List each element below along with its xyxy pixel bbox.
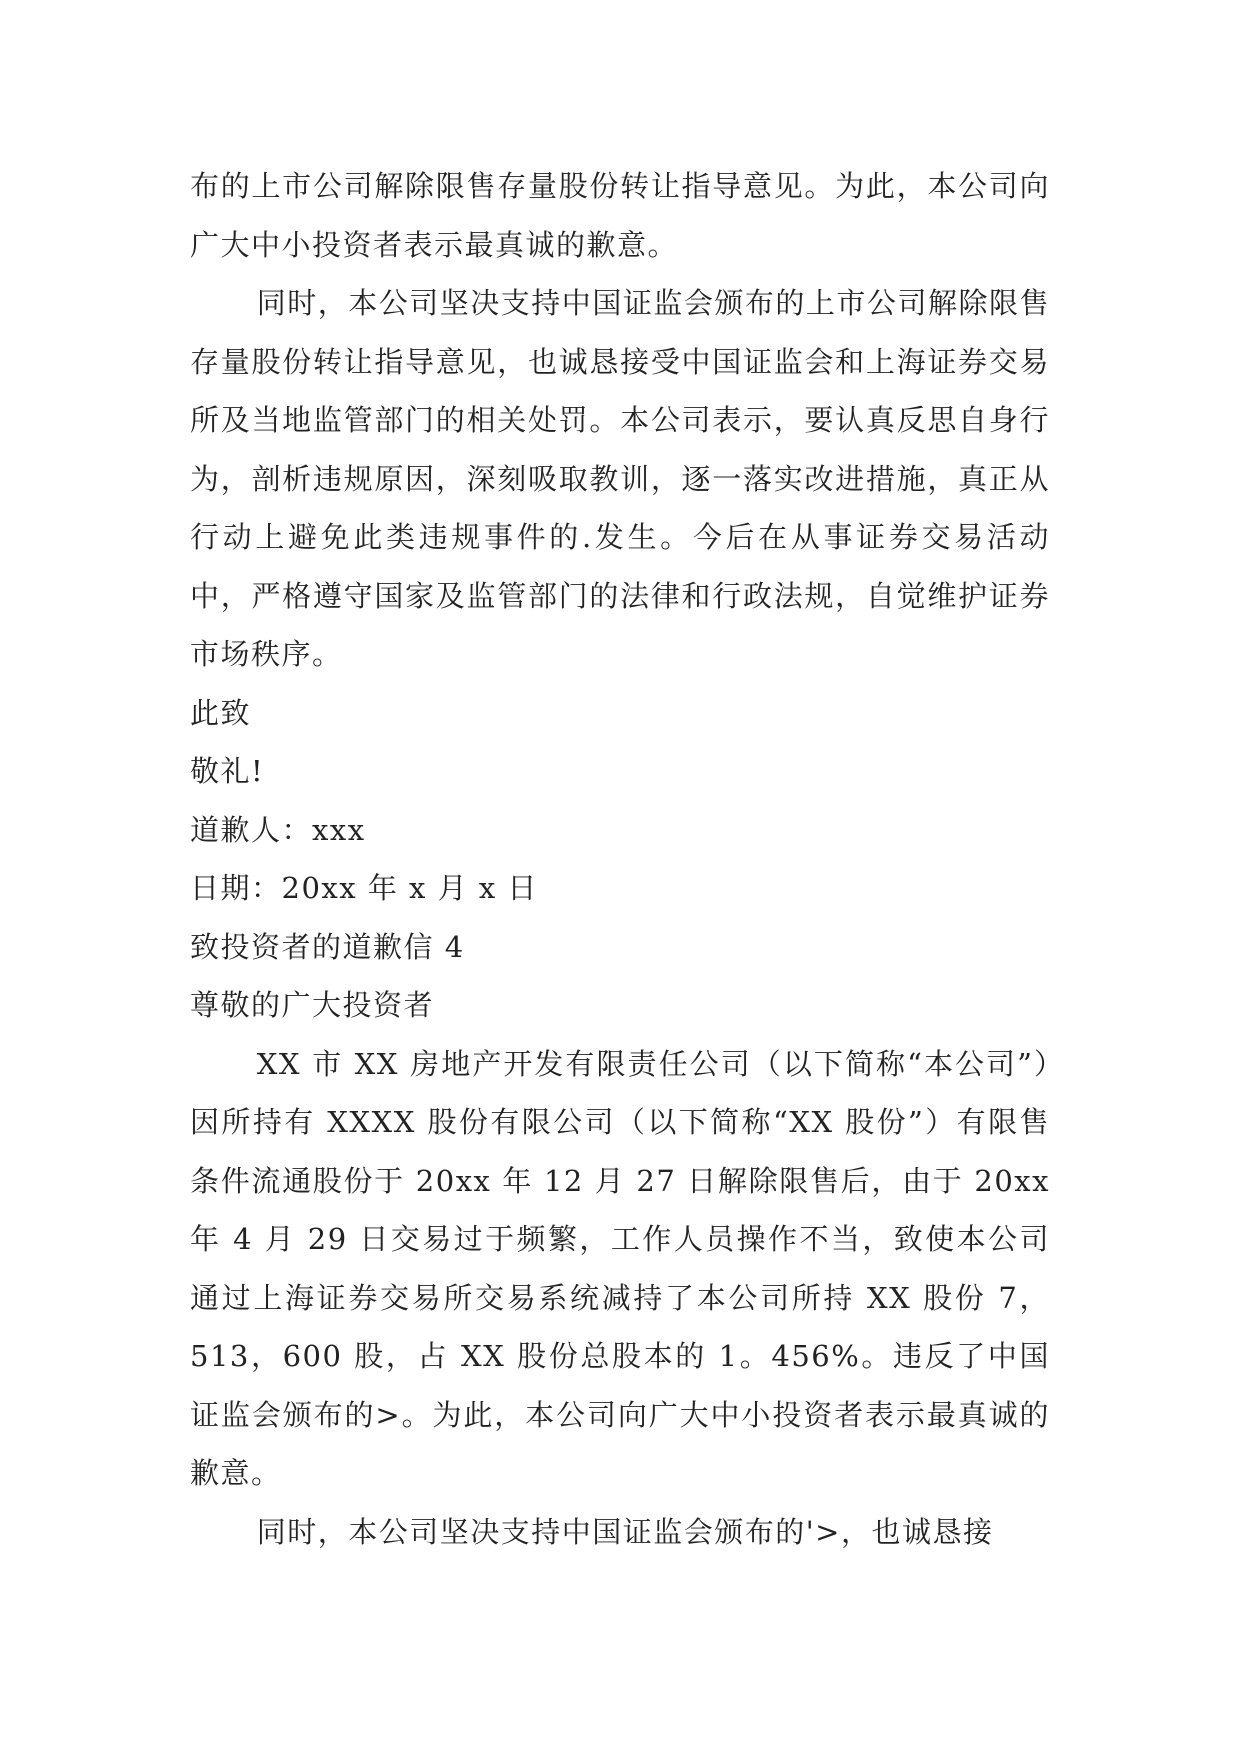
closing-salutation: 此致 (190, 695, 252, 730)
body-paragraph: 布的上市公司解除限售存量股份转让指导意见。为此，本公司向广大中小投资者表示最真诚的歉意。 (190, 169, 1050, 262)
document-body (190, 157, 1050, 1561)
closing-regards: 敬礼! (190, 754, 265, 788)
body-paragraph: 同时，本公司坚决支持中国证监会颁布的上市公司解除限售存量股份转让指导意见，也诚恳接受中国证监会和上海证券交易所及当地监管部门的相关处罚。本公司表示，要认真反思自身行为，剖析违规原因，深刻吸取教训，逐一落实改进措施，真正从行动上避免此类违规事件的.发生。今后在从事证券交易活动中，严格遵守国家及监管部门的法律和行政法规，自觉维护证券市场秩序。 (190, 286, 1050, 671)
body-paragraph: 同时，本公司坚决支持中国证监会颁布的'>，也诚恳接 (256, 1514, 994, 1549)
section-title: 致投资者的道歉信 4 (190, 929, 465, 964)
signature-line: 道歉人：xxx (190, 812, 366, 847)
greeting: 尊敬的广大投资者 (190, 988, 435, 1022)
body-paragraph: XX 市 XX 房地产开发有限责任公司（以下简称“本公司”）因所持有 XXXX 股份有限公司（以下简称“XX 股份”）有限售条件流通股份于 20xx 年 12 月 27 日解除限售后，由于 20xx 年 4 月 29 日交易过于频繁，工作人员操作不当，致使本公司通过上海证券交易所交易系统减持了本公司所持 XX 股份 7，513，600 股，占 XX 股份总股本的 1。456%。违反了中国证监会颁布的>。为此，本公司向广大中小投资者表示最真诚的歉意。 (190, 1046, 1050, 1490)
date-line: 日期：20xx 年 x 月 x 日 (190, 871, 538, 905)
